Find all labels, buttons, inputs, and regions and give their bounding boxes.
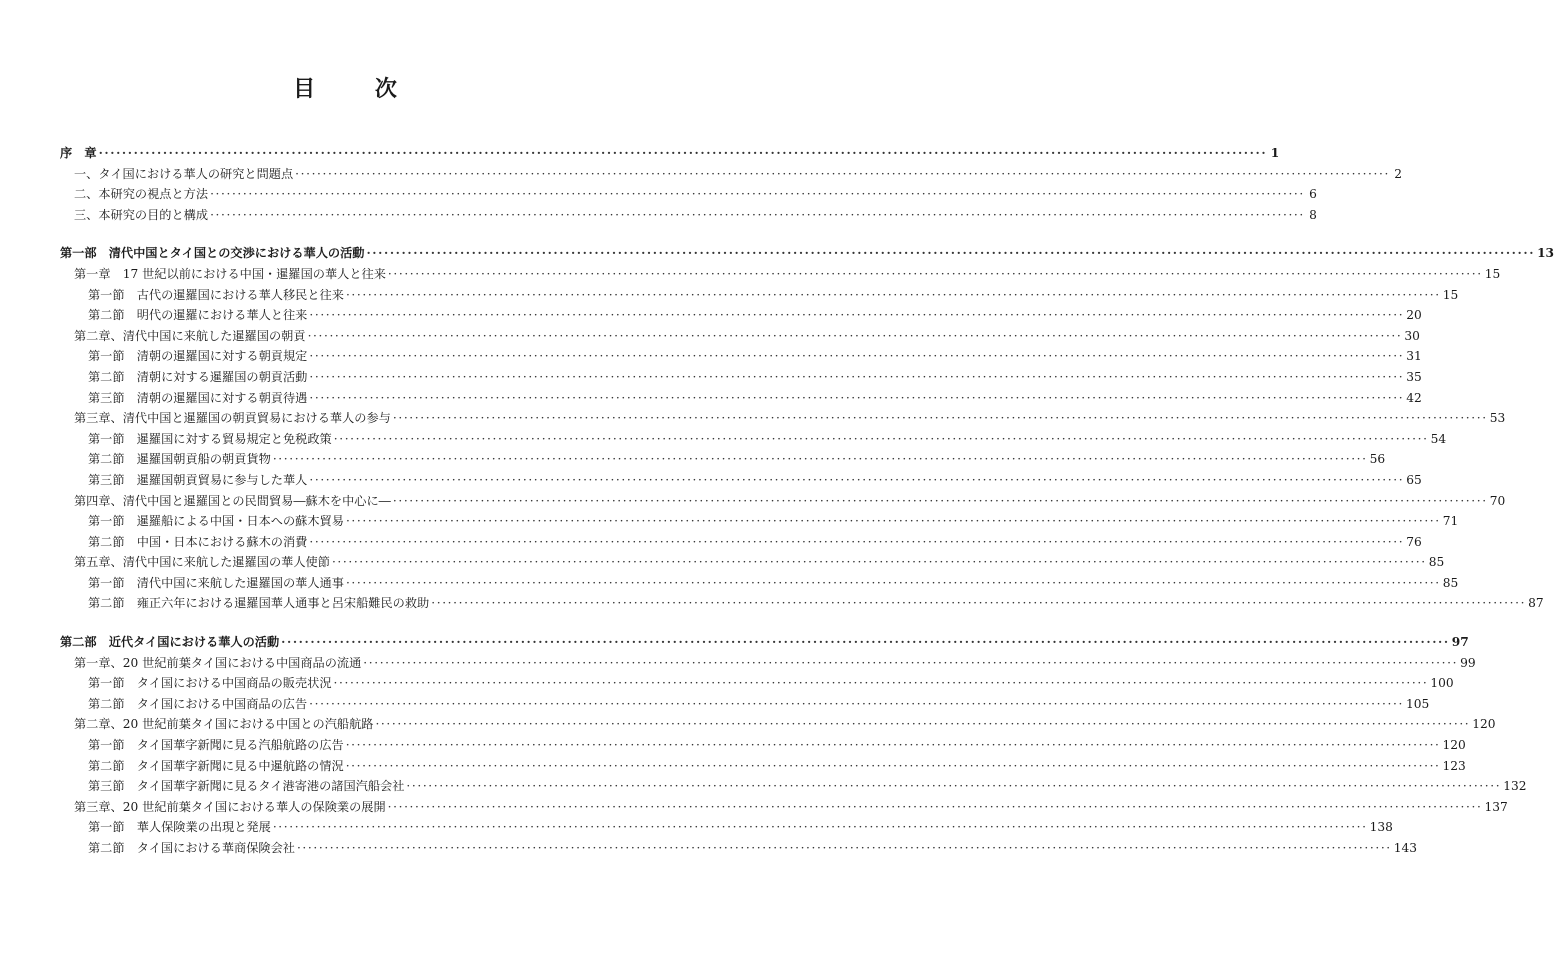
toc-entry-page-number: 97 (1451, 635, 1469, 650)
toc-entry-page-number: 85 (1428, 555, 1445, 570)
toc-entry-page-number: 30 (1404, 328, 1420, 343)
toc-entry-label: 第二節 タイ国華字新聞に見る中暹航路の情況 (88, 758, 344, 773)
toc-entry-page-number: 53 (1489, 411, 1506, 426)
toc-entry-page-number: 54 (1430, 431, 1447, 446)
toc-entry[interactable] (60, 776, 1527, 797)
toc-entry-label: 三、本研究の目的と構成 (74, 207, 209, 222)
toc-entry-page-number: 70 (1489, 493, 1506, 508)
toc-entry[interactable] (60, 326, 1420, 347)
dot-leader: ········································································································································································································ (366, 246, 1536, 261)
toc-entry[interactable] (60, 164, 1402, 185)
toc-entry[interactable] (60, 673, 1454, 694)
toc-entry[interactable] (60, 632, 1469, 653)
toc-entry-label: 第四章、清代中国と暹羅国との民間貿易―蘇木を中心に― (74, 493, 391, 508)
toc-entry[interactable] (60, 470, 1422, 491)
toc-entry-label: 第二部 近代タイ国における華人の活動 (60, 635, 280, 650)
dot-leader: ········································································································································································································ (309, 472, 1405, 487)
toc-entry-label: 第一節 暹羅国に対する貿易規定と免税政策 (88, 431, 332, 446)
toc-entry-page-number: 85 (1442, 575, 1459, 590)
toc-entry-page-number: 120 (1442, 738, 1466, 753)
toc-entry[interactable] (60, 714, 1496, 735)
dot-leader: ········································································································································································································ (333, 431, 1429, 446)
toc-entry-label: 第一節 タイ国華字新聞に見る汽船航路の広告 (88, 738, 344, 753)
toc-entry[interactable] (60, 511, 1459, 532)
toc-entry[interactable] (60, 367, 1422, 388)
dot-leader: ········································································································································································································ (309, 696, 1404, 711)
toc-entry-page-number: 120 (1472, 717, 1496, 732)
toc-entry-label: 第一節 古代の暹羅国における華人移民と往来 (88, 287, 344, 302)
toc-entry-page-number: 2 (1394, 166, 1402, 181)
toc-entry-page-number: 56 (1369, 452, 1386, 467)
toc-entry[interactable] (60, 593, 1544, 614)
toc-entry-page-number: 15 (1484, 266, 1501, 281)
toc-entry-label: 第二節 中国・日本における蘇木の消費 (88, 534, 308, 549)
toc-entry-page-number: 137 (1484, 799, 1508, 814)
toc-entry-label: 第三章、20 世紀前葉タイ国における華人の保険業の展開 (74, 799, 386, 814)
dot-leader: ········································································································································································································ (363, 655, 1459, 670)
toc-entry[interactable] (60, 797, 1508, 818)
toc-entry[interactable] (60, 735, 1466, 756)
toc-entry[interactable] (60, 838, 1418, 859)
dot-leader: ········································································································································································································ (345, 738, 1441, 753)
toc-entry-page-number: 100 (1430, 676, 1454, 691)
toc-entry[interactable] (60, 143, 1280, 164)
dot-leader: ········································································································································································································ (309, 369, 1405, 384)
toc-entry-label: 第一節 タイ国における中国商品の販売状況 (88, 676, 332, 691)
dot-leader: ········································································································································································································ (98, 146, 1268, 160)
dot-leader: ········································································································································································································ (309, 308, 1405, 323)
dot-leader: ········································································································································································································ (309, 349, 1405, 364)
dot-leader: ········································································································································································································ (387, 266, 1483, 281)
toc-entry[interactable] (60, 573, 1459, 594)
table-of-contents (60, 143, 1554, 859)
toc-entry[interactable] (60, 653, 1476, 674)
toc-entry-page-number: 71 (1442, 514, 1459, 529)
toc-entry[interactable] (60, 532, 1422, 553)
dot-leader: ········································································································································································································ (272, 820, 1368, 835)
dot-leader: ········································································································································································································ (406, 779, 1502, 794)
toc-entry[interactable] (60, 408, 1506, 429)
toc-entry-page-number: 65 (1406, 472, 1422, 487)
dot-leader: ········································································································································································································ (392, 493, 1488, 508)
dot-leader: ········································································································································································································ (296, 841, 1392, 855)
toc-entry[interactable] (60, 243, 1554, 264)
toc-entry-label: 第三章、清代中国と暹羅国の朝貢貿易における華人の参与 (74, 411, 391, 426)
toc-entry-page-number: 143 (1393, 841, 1418, 855)
toc-entry-page-number: 123 (1442, 758, 1466, 773)
dot-leader: ········································································································································································································ (431, 596, 1527, 611)
toc-entry[interactable] (60, 305, 1422, 326)
toc-entry-page-number: 42 (1406, 390, 1422, 405)
dot-leader: ········································································································································································································ (387, 799, 1483, 814)
toc-entry[interactable] (60, 285, 1459, 306)
toc-entry[interactable] (60, 694, 1430, 715)
toc-entry-label: 第一章 17 世紀以前における中国・暹羅国の華人と往来 (74, 266, 386, 281)
toc-entry-page-number: 35 (1406, 369, 1422, 384)
toc-entry-page-number: 20 (1406, 308, 1422, 323)
toc-entry[interactable] (60, 491, 1506, 512)
toc-entry-page-number: 15 (1442, 287, 1459, 302)
toc-entry[interactable] (60, 817, 1393, 838)
toc-entry[interactable] (60, 429, 1447, 450)
toc-entry-label: 第一節 華人保険業の出現と発展 (88, 820, 271, 835)
page-title: 目 次 (293, 76, 423, 102)
toc-entry-label: 第二節 タイ国における中国商品の広告 (88, 696, 308, 711)
toc-entry-label: 第一節 暹羅船による中国・日本への蘇木貿易 (88, 514, 344, 529)
toc-entry[interactable] (60, 756, 1466, 777)
toc-entry-page-number: 76 (1406, 534, 1422, 549)
toc-entry-label: 第二章、清代中国に来航した暹羅国の朝貢 (74, 328, 306, 343)
toc-entry-label: 第五章、清代中国に来航した暹羅国の華人使節 (74, 555, 330, 570)
dot-leader: ········································································································································································································ (295, 166, 1390, 181)
toc-entry-label: 第二章、20 世紀前葉タイ国における中国との汽船航路 (74, 717, 374, 732)
dot-leader: ········································································································································································································ (333, 676, 1429, 691)
dot-leader: ········································································································································································································ (307, 328, 1403, 343)
section-gap (60, 614, 630, 632)
toc-entry-page-number: 105 (1405, 696, 1430, 711)
toc-entry-label: 第二節 明代の暹羅における華人と往来 (88, 308, 308, 323)
toc-entry-page-number: 8 (1309, 207, 1317, 222)
dot-leader: ········································································································································································································ (331, 555, 1427, 570)
toc-entry-label: 第一節 清朝の暹羅国に対する朝貢規定 (88, 349, 308, 364)
toc-entry-label: 第一部 清代中国とタイ国との交渉における華人の活動 (60, 246, 365, 261)
toc-entry-label: 第三節 タイ国華字新聞に見るタイ港寄港の諸国汽船会社 (88, 779, 405, 794)
toc-entry[interactable] (60, 388, 1422, 409)
toc-entry-label: 二、本研究の視点と方法 (74, 187, 209, 202)
toc-entry-label: 第二節 清朝に対する暹羅国の朝貢活動 (88, 369, 308, 384)
toc-entry-label: 第二節 雍正六年における暹羅国華人通事と呂宋船難民の救助 (88, 596, 430, 611)
toc-entry-label: 第三節 暹羅国朝貢貿易に参与した華人 (88, 472, 308, 487)
toc-entry-label: 序 章 (60, 146, 97, 160)
toc-entry-label: 一、タイ国における華人の研究と問題点 (74, 166, 294, 181)
dot-leader: ········································································································································································································ (345, 287, 1441, 302)
toc-entry-page-number: 6 (1309, 187, 1317, 202)
toc-entry[interactable] (60, 184, 1317, 205)
toc-entry-label: 第二節 暹羅国朝貢船の朝貢貨物 (88, 452, 271, 467)
toc-entry-label: 第三節 清朝の暹羅国に対する朝貢待遇 (88, 390, 308, 405)
toc-entry-label: 第二節 タイ国における華商保険会社 (88, 841, 295, 855)
toc-entry[interactable] (60, 552, 1445, 573)
toc-entry-page-number: 87 (1528, 596, 1544, 611)
dot-leader: ········································································································································································································ (272, 452, 1368, 467)
dot-leader: ········································································································································································································ (281, 635, 1450, 650)
dot-leader: ········································································································································································································ (309, 534, 1405, 549)
toc-entry[interactable] (60, 264, 1501, 285)
toc-entry-page-number: 132 (1503, 779, 1527, 794)
dot-leader: ········································································································································································································ (345, 575, 1441, 590)
dot-leader: ········································································································································································································ (375, 717, 1471, 732)
dot-leader: ········································································································································································································ (210, 187, 1305, 202)
dot-leader: ········································································································································································································ (309, 390, 1405, 405)
toc-entry-page-number: 13 (1537, 246, 1554, 261)
dot-leader: ········································································································································································································ (345, 514, 1441, 529)
toc-entry[interactable] (60, 205, 1317, 226)
toc-entry-page-number: 31 (1406, 349, 1422, 364)
toc-entry[interactable] (60, 346, 1422, 367)
dot-leader: ········································································································································································································ (210, 207, 1305, 222)
toc-entry-label: 第一節 清代中国に来航した暹羅国の華人通事 (88, 575, 344, 590)
toc-entry-page-number: 1 (1270, 146, 1280, 160)
toc-entry-page-number: 99 (1460, 655, 1476, 670)
section-gap (60, 225, 630, 243)
dot-leader: ········································································································································································································ (392, 411, 1488, 426)
toc-entry-page-number: 138 (1369, 820, 1393, 835)
toc-entry-label: 第一章、20 世紀前葉タイ国における中国商品の流通 (74, 655, 362, 670)
dot-leader: ········································································································································································································ (345, 758, 1441, 773)
toc-entry[interactable] (60, 449, 1386, 470)
